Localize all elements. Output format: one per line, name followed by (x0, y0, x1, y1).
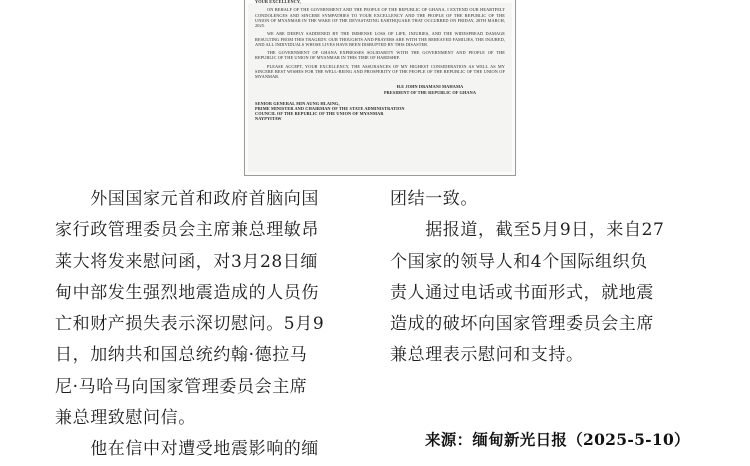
letter-signature (355, 84, 505, 94)
article-line: 外国国家元首和政府首脑向国 (55, 189, 319, 209)
letter-addressee (255, 101, 505, 122)
letter-paragraph: ON BEHALF OF THE GOVERNMENT AND THE PEOPLE OF THE REPUBLIC OF GHANA, I EXTEND OUR HEARTFELT CONDOLENCES AND SINCERE SYMPATHIES TO YOUR EXCELLENCY AND THE PEOPLE OF THE REPUBLIC OF THE UNION OF MYANMAR IN THE WAKE OF THE DEVASTATING EARTHQUAKE THAT OCCURRED ON FRIDAY, 28TH MARCH, 2025. (255, 7, 505, 28)
article-line: 甸中部发生强烈地震造成的人员伤 (55, 282, 319, 303)
article-line: 责人通过电话或书面形式，就地震 (390, 282, 654, 303)
article-source: 来源：缅甸新光日报（2025-5-10） (425, 430, 690, 449)
article-line: 个国家的领导人和4个国际组织负 (390, 251, 648, 272)
article-line: 莱大将发来慰问函，对3月28日缅 (55, 251, 319, 272)
addressee-line: SENIOR GENERAL MIN AUNG HLAING, (255, 100, 340, 106)
article-line: 团结一致。 (390, 189, 478, 209)
article-line: 造成的破坏向国家管理委员会主席 (390, 314, 654, 335)
article-column-left (55, 184, 367, 466)
letter-paragraph: PLEASE ACCEPT, YOUR EXCELLENCY, THE ASSURANCES OF MY HIGHEST CONSIDERATION AS WELL AS MY SINCERE BEST WISHES FOR THE WELL-BEING AND PROSPERITY OF THE PEOPLE OF THE REPUBLIC OF THE UNION OF MYANMAR. (255, 63, 505, 80)
letter-salutation: YOUR EXCELLENCY, (255, 0, 301, 4)
addressee-line: COUNCIL OF THE REPUBLIC OF THE UNION OF MYANMAR (255, 111, 384, 117)
article-line: 亡和财产损失表示深切慰问。5月9 (55, 314, 325, 335)
letter-text (255, 0, 505, 169)
letter-paragraph: WE ARE DEEPLY SADDENED BY THE IMMENSE LOSS OF LIFE, INJURIES, AND THE WIDESPREAD DAMAGE RESULTING FROM THIS TRAGEDY. OUR THOUGHTS AND PRAYERS ARE WITH THE BEREAVED FAMILIES, THE INJURED, AND ALL INDIVIDUALS WHOSE LIVES HAVE BEEN DISRUPTED BY THIS DISASTER. (255, 31, 505, 47)
article-line: 日，加纳共和国总统约翰·德拉马 (55, 345, 308, 366)
article-line: 兼总理致慰问信。 (55, 408, 196, 429)
signature-title: PRESIDENT OF THE REPUBLIC OF GHANA (383, 89, 477, 95)
addressee-line: PRIME MINISTER AND CHAIRMAN OF THE STATE ADMINISTRATION (255, 106, 405, 111)
addressee-line: NAYPYITAW (255, 116, 282, 122)
article-line: 兼总理表示慰问和支持。 (390, 345, 584, 366)
article-line: 据报道，截至5月9日，来自27 (390, 220, 665, 241)
article-line: 家行政管理委员会主席兼总理敏昂 (55, 220, 319, 241)
article-line: 尼·马哈马向国家管理委员会主席 (55, 376, 308, 397)
article-column-right (390, 184, 702, 372)
letter-paragraph: THE GOVERNMENT OF GHANA EXPRESSES SOLIDARITY WITH THE GOVERNMENT AND PEOPLE OF THE REPUBLIC OF THE UNION OF MYANMAR IN THIS TIME OF HARDSHIP. (255, 50, 505, 61)
condolence-letter-image (244, 0, 516, 176)
signature-name: H.E JOHN DRAMANI MAHAMA (396, 84, 464, 90)
article-line: 他在信中对遭受地震影响的缅 (55, 439, 319, 460)
